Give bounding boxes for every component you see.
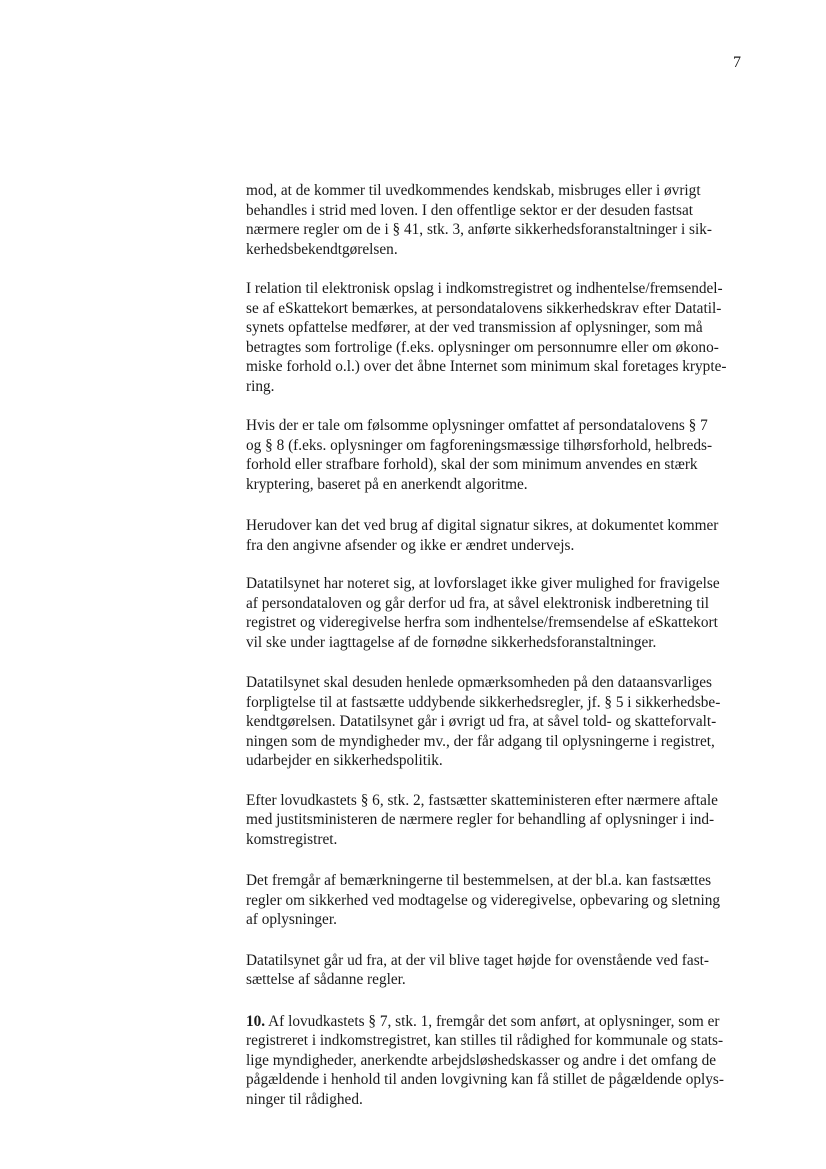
- paragraph-5: [246, 574, 758, 652]
- text-line: se af eSkattekort bemærkes, at persondatalovens sikkerhedskrav efter Datatil-: [246, 299, 722, 317]
- paragraph-3: [246, 416, 758, 494]
- text-line: pågældende i henhold til anden lovgivning kan få stillet de pågældende oplys-: [246, 1071, 724, 1088]
- text-line: mod, at de kommer til uvedkommendes kendskab, misbruges eller i øvrigt: [246, 182, 701, 199]
- text-line: komstregistret.: [246, 830, 338, 848]
- paragraph-9: [246, 951, 758, 990]
- text-line: forhold eller strafbare forhold), skal der som minimum anvendes en stærk: [246, 456, 698, 473]
- paragraph-7: [246, 791, 758, 850]
- paragraph-6: [246, 673, 758, 771]
- text-line: miske forhold o.l.) over det åbne Internet som minimum skal foretages krypte-: [246, 358, 727, 375]
- text-line: Datatilsynet har noteret sig, at lovforslaget ikke giver mulighed for fravigelse: [246, 575, 720, 592]
- text-line: betragtes som fortrolige (f.eks. oplysninger om personnumre eller om økono-: [246, 338, 719, 356]
- text-line: af oplysninger.: [246, 911, 337, 928]
- text-line: Hvis der er tale om følsomme oplysninger omfattet af persondatalovens § 7: [246, 417, 708, 434]
- text-segment: Af lovudkastets § 7, stk. 1, fremgår det som anført, at oplysninger, som er: [265, 1012, 720, 1030]
- text-line: nærmere regler om de i § 41, stk. 3, anførte sikkerhedsforanstaltninger i sik-: [246, 221, 713, 238]
- text-line: I relation til elektronisk opslag i indkomstregistret og indhentelse/fremsendel-: [246, 280, 723, 297]
- paragraph-10: [246, 1012, 758, 1110]
- text-line: [246, 1012, 758, 1032]
- section-number: 10.: [246, 1012, 266, 1030]
- text-line: ninger til rådighed.: [246, 1090, 363, 1108]
- text-line: vil ske under iagttagelse af de fornødne sikkerhedsforanstaltninger.: [246, 633, 657, 651]
- page-number: 7: [733, 54, 741, 71]
- text-line: registret og videregivelse herfra som indhentelse/fremsendelse af eSkattekort: [246, 614, 718, 631]
- document-body: [246, 181, 758, 1109]
- text-line: ningen som de myndigheder mv., der får adgang til oplysningerne i registret,: [246, 732, 715, 750]
- paragraph-2: [246, 279, 758, 396]
- text-line: ring.: [246, 377, 275, 395]
- text-line: Datatilsynet skal desuden henlede opmærksomheden på den dataansvarliges: [246, 674, 712, 691]
- paragraph-1: [246, 181, 758, 259]
- text-line: Efter lovudkastets § 6, stk. 2, fastsætter skatteministeren efter nærmere aftale: [246, 791, 718, 809]
- text-line: kryptering, baseret på en anerkendt algoritme.: [246, 475, 528, 493]
- text-line: forpligtelse til at fastsætte uddybende sikkerhedsregler, jf. § 5 i sikkerhedsbe-: [246, 693, 721, 711]
- text-line: fra den angivne afsender og ikke er ændret undervejs.: [246, 536, 575, 554]
- text-line: Datatilsynet går ud fra, at der vil blive taget højde for ovenstående ved fast-: [246, 951, 709, 969]
- text-line: behandles i strid med loven. I den offentlige sektor er der desuden fastsat: [246, 201, 694, 219]
- text-line: med justitsministeren de nærmere regler for behandling af oplysninger i ind-: [246, 811, 715, 828]
- text-line: regler om sikkerhed ved modtagelse og videregivelse, opbevaring og sletning: [246, 891, 721, 909]
- text-line: sættelse af sådanne regler.: [246, 971, 406, 988]
- text-line: Herudover kan det ved brug af digital signatur sikres, at dokumentet kommer: [246, 517, 719, 534]
- text-line: synets opfattelse medfører, at der ved transmission af oplysninger, som må: [246, 319, 703, 336]
- text-line: og § 8 (f.eks. oplysninger om fagforeningsmæssige tilhørsforhold, helbreds-: [246, 436, 713, 454]
- paragraph-8: [246, 871, 758, 930]
- text-line: Det fremgår af bemærkningerne til bestemmelsen, at der bl.a. kan fastsættes: [246, 872, 712, 889]
- paragraph-4: [246, 516, 758, 555]
- text-line: udarbejder en sikkerhedspolitik.: [246, 752, 443, 769]
- text-line: kendtgørelsen. Datatilsynet går i øvrigt ud fra, at såvel told- og skatteforvalt-: [246, 713, 717, 730]
- text-line: af persondataloven og går derfor ud fra, at såvel elektronisk indberetning til: [246, 594, 709, 612]
- text-line: registreret i indkomstregistret, kan stilles til rådighed for kommunale og stats-: [246, 1032, 724, 1049]
- text-line: lige myndigheder, anerkendte arbejdsløshedskasser og andre i det omfang de: [246, 1051, 717, 1069]
- text-line: kerhedsbekendtgørelsen.: [246, 240, 398, 258]
